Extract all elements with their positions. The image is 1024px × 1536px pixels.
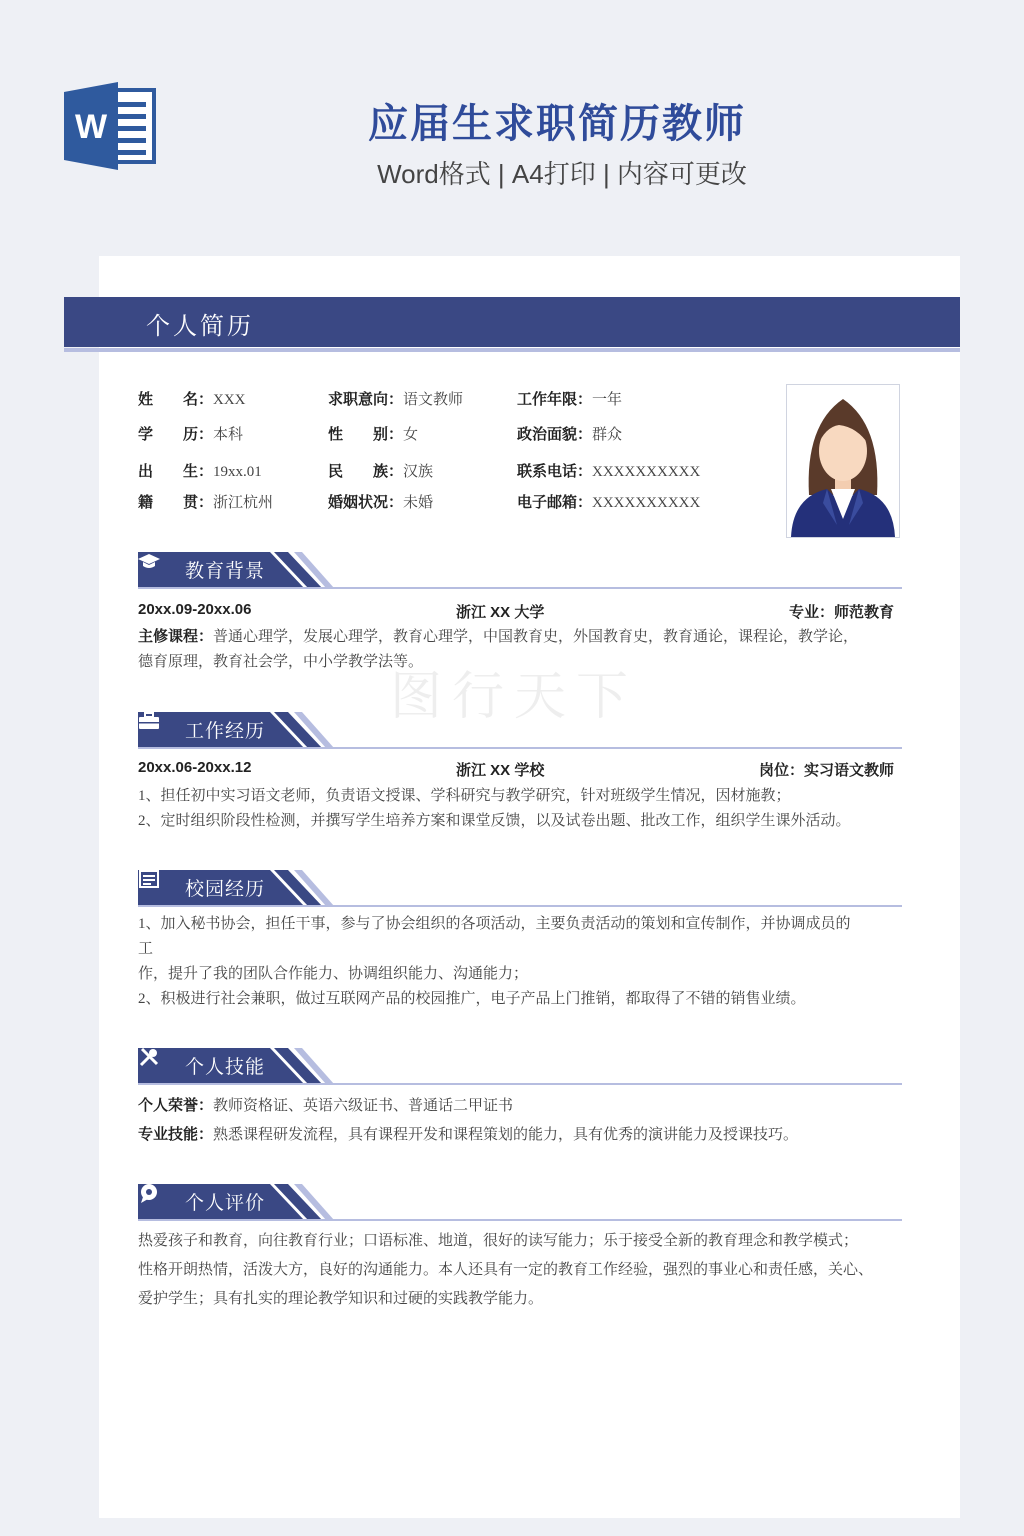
education-school: 浙江 XX 大学: [456, 604, 545, 621]
graduation-cap-icon: [138, 550, 160, 572]
section-campus-title: 校园经历: [185, 879, 266, 900]
skills-honor: 个人荣誉：教师资格证、英语六级证书、普通话二甲证书: [138, 1098, 514, 1114]
section-education-title: 教育背景: [185, 561, 266, 582]
avatar: [786, 384, 900, 538]
info-years: 工作年限：一年: [517, 392, 623, 408]
briefcase-icon: [138, 710, 160, 732]
info-birth: 出 生：19xx.01: [138, 464, 262, 480]
banner-underline: [64, 348, 960, 352]
skills-details: [138, 1094, 894, 1148]
tools-icon: [138, 1046, 160, 1068]
education-period: 20xx.09-20xx.06: [138, 601, 252, 618]
skills-professional: 专业技能：熟悉课程研发流程，具有课程开发和课程策划的能力，具有优秀的演讲能力及授课技巧。: [138, 1127, 799, 1143]
info-name: 姓 名：XXX: [138, 392, 246, 408]
work-duties: 1、担任初中实习语文老师，负责语文授课、学科研究与教学研究，针对班级学生情况，因材施教； 2、定时组织阶段性检测，并撰写学生培养方案和课堂反馈，以及试卷出题、批改工作，组织学生课外活动。: [138, 788, 851, 829]
page-header: [0, 0, 1024, 250]
info-gender: 性 别：女: [328, 427, 419, 443]
basic-info: [138, 384, 758, 524]
info-intent: 求职意向：语文教师: [328, 392, 464, 408]
resume-title: 个人简历: [146, 313, 254, 340]
education-row: [138, 601, 894, 621]
section-education-header: [138, 550, 902, 588]
campus-details: 1、加入秘书协会，担任干事，参与了协会组织的各项活动，主要负责活动的策划和宣传制作，并协调成员的 工 作，提升了我的团队合作能力、协调组织能力、沟通能力； 2、积极进行社会兼职，做过互联网产品的校园推广，电子产品上门推销，都取得了不错的销售业绩。: [138, 916, 851, 1007]
evaluation-details: 热爱孩子和教育，向往教育行业；口语标准、地道，很好的读写能力；乐于接受全新的教育理念和教学模式； 性格开朗热情，活泼大方，良好的沟通能力。本人还具有一定的教育工作经验，强烈的事业心和责任感，关心、 爱护学生；具有扎实的理论教学知识和过硬的实践教学能力。: [138, 1233, 874, 1307]
section-skills-header: [138, 1046, 902, 1084]
page-title: 应届生求职简历教师: [368, 102, 746, 146]
info-native: 籍 贯：浙江杭州: [138, 495, 274, 511]
section-work-title: 工作经历: [185, 721, 266, 742]
svg-text:W: W: [74, 108, 108, 146]
chat-bubble-icon: [138, 1182, 160, 1204]
info-email: 电子邮箱：XXXXXXXXXX: [517, 495, 701, 511]
work-org: 浙江 XX 学校: [456, 762, 545, 779]
info-political: 政治面貌：群众: [517, 427, 623, 443]
work-row: [138, 759, 894, 779]
avatar-illustration: [787, 385, 899, 537]
info-marital: 婚姻状况：未婚: [328, 495, 434, 511]
section-work-header: [138, 710, 902, 748]
education-courses: 主修课程：普通心理学，发展心理学，教育心理学，中国教育史，外国教育史，教育通论，课程论，教学论， 德育原理，教育社会学，中小学教学法等。: [138, 629, 859, 670]
section-skills-title: 个人技能: [185, 1057, 266, 1078]
section-evaluation-title: 个人评价: [185, 1193, 266, 1214]
info-nation: 民 族：汉族: [328, 464, 434, 480]
section-campus-header: [138, 868, 902, 906]
info-phone: 联系电话：XXXXXXXXXX: [517, 464, 701, 480]
calendar-list-icon: [138, 868, 160, 890]
work-position: 岗位：实习语文教师: [758, 762, 894, 779]
section-evaluation-header: [138, 1182, 902, 1220]
info-education: 学 历：本科: [138, 427, 244, 443]
work-period: 20xx.06-20xx.12: [138, 759, 252, 776]
page-subtitle: Word格式 | A4打印 | 内容可更改: [377, 159, 747, 189]
education-major: 专业：师范教育: [788, 604, 894, 621]
